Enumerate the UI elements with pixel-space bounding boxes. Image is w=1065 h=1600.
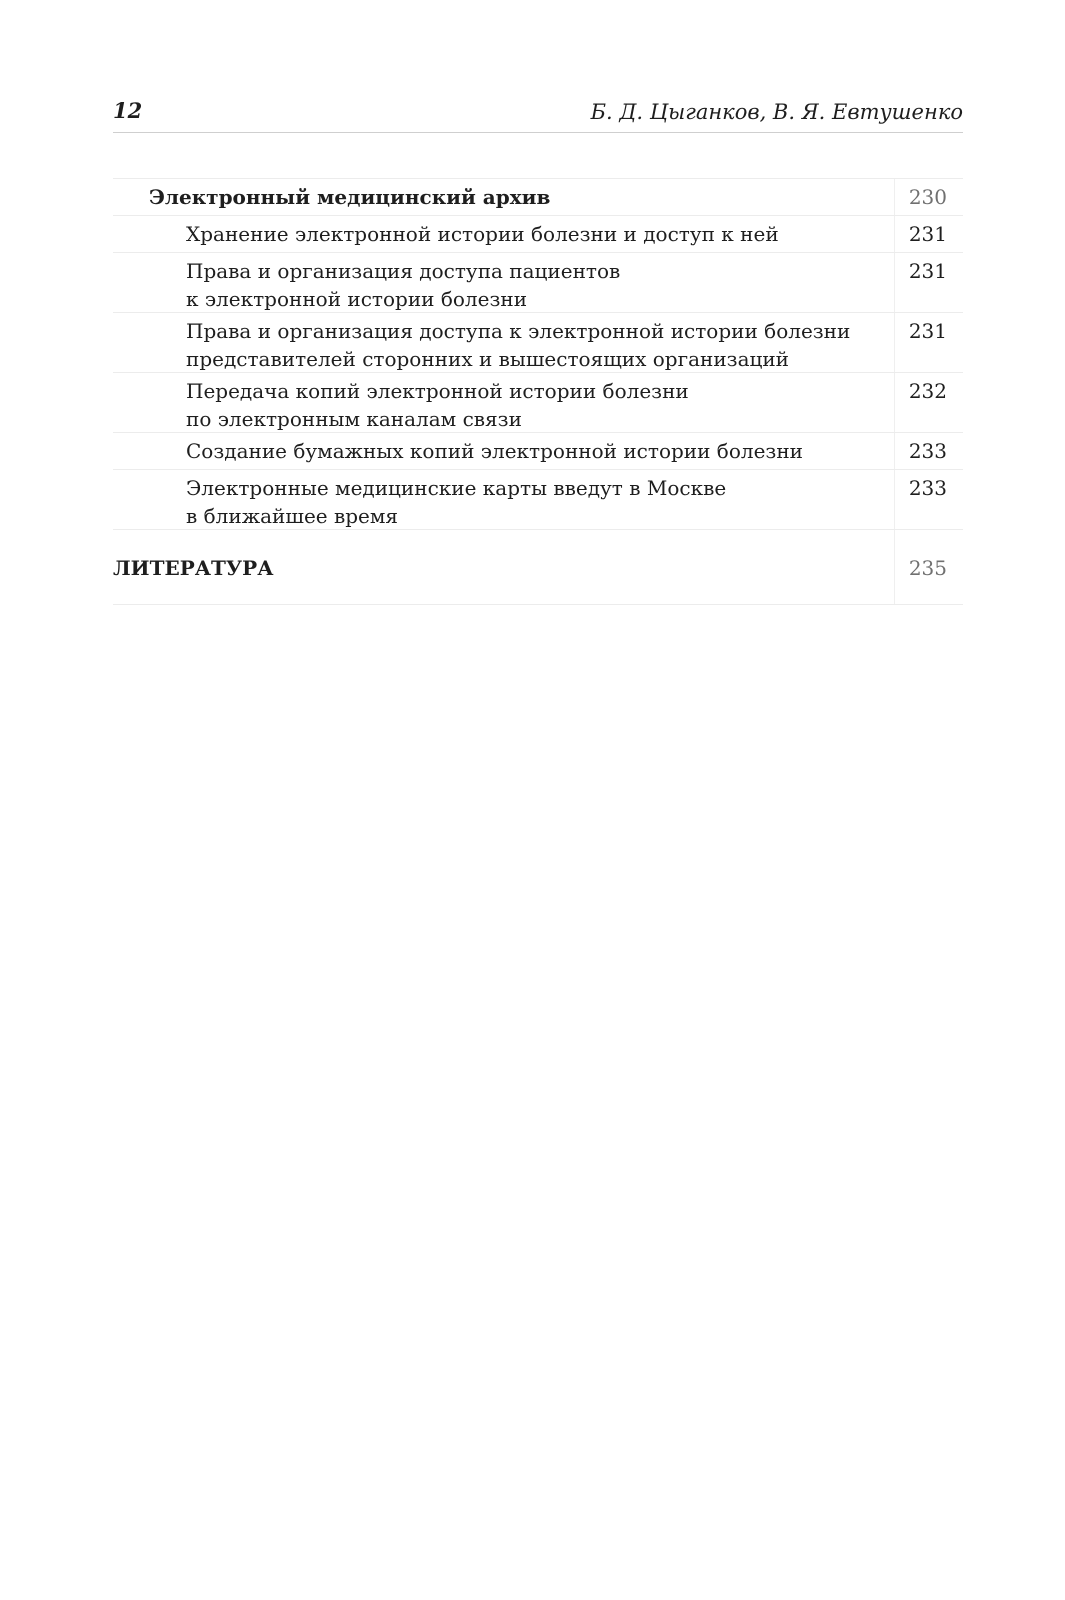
running-head: Б. Д. Цыганков, В. Я. Евтушенко — [590, 100, 963, 124]
toc-entry-page: 231 — [908, 259, 947, 283]
toc-entry-page: 233 — [908, 476, 947, 500]
toc-entry-title: Хранение электронной истории болезни и доступ к ней — [186, 222, 779, 246]
toc-entry-page: 235 — [908, 556, 947, 580]
toc-entry — [113, 432, 963, 469]
toc-entry — [113, 312, 963, 372]
toc-entry-page: 233 — [908, 439, 947, 463]
toc-entry-page: 231 — [908, 222, 947, 246]
toc-entry-page: 232 — [908, 379, 947, 403]
toc-entry-title: Электронные медицинские карты введут в Москве в ближайшее время — [186, 476, 727, 528]
toc-entry-title: Права и организация доступа к электронной истории болезни представителей сторонних и вышестоящих организаций — [186, 319, 851, 371]
toc-entry-title: Передача копий электронной истории болезни по электронным каналам связи — [186, 379, 689, 431]
toc-entry — [113, 252, 963, 312]
table-of-contents — [113, 178, 963, 605]
toc-entry-title: ЛИТЕРАТУРА — [113, 556, 274, 580]
toc-entry-title: Создание бумажных копий электронной истории болезни — [186, 439, 803, 463]
toc-entry-page: 231 — [908, 319, 947, 343]
toc-entry — [113, 178, 963, 215]
toc-entry — [113, 529, 963, 605]
page-header — [113, 98, 963, 133]
page-number: 12 — [113, 98, 143, 123]
toc-entry — [113, 469, 963, 529]
toc-entry — [113, 372, 963, 432]
toc-entry-page: 230 — [908, 185, 947, 209]
toc-entry-title: Права и организация доступа пациентов к электронной истории болезни — [186, 259, 621, 311]
toc-entry-title: Электронный медицинский архив — [149, 185, 551, 209]
toc-entry — [113, 215, 963, 252]
